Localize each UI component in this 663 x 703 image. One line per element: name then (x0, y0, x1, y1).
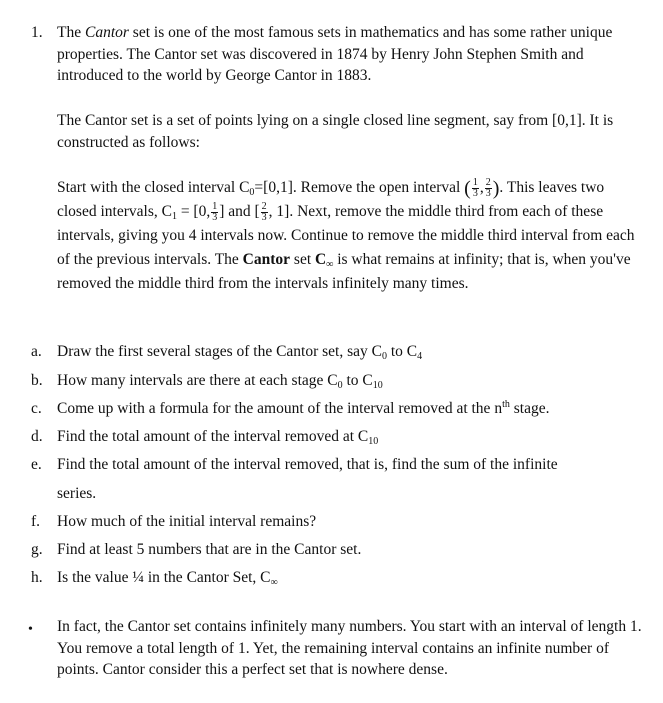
c-infinity-bold: $C_\infty$ (315, 251, 334, 271)
closing-paragraph: In fact, the Cantor set contains infinitely many numbers. You start with an interval of length 1. You remove a total length of 1. Yet, the remaining interval contains an infinite number of points. Cantor consider this a perfect set that is nowhere dense. (57, 618, 642, 678)
bullet-icon: • (28, 622, 33, 637)
cantor-emphasis: Cantor (84, 24, 129, 41)
fraction-two-thirds: $\frac{2}{3}$ (485, 176, 491, 199)
intro-paragraph: The Cantor set is one of the most famous sets in mathematics and has some rather unique properties. The Cantor set was discovered in 1874 by Henry John Stephen Smith and introduced to the world by George Cantor in 1883. (57, 24, 613, 84)
fraction-one-third: $\frac{1}{3}$ (472, 176, 478, 199)
fraction-one-third: $\frac{1}{3}$ (212, 201, 218, 224)
construction-paragraph: Start with the closed interval $C_0=[0,1]$. Remove the open interval ( $\frac{1}{3}$ , $\frac{2}{3}$ ). This leaves two closed intervals, $C_1 = [0$, $\frac{1}{3}$ ] and [ $\frac{2}{3}$ , 1]. Next, remove the middle third from each of these intervals, giving you 4 intervals now. Continue to remove the middle third interval from each of the previous intervals. The Cantor set $C_\infty$ is what remains at infinity; that is, when you've removed the middle third from the intervals infinitely many times. (57, 176, 635, 293)
construction-intro: The Cantor set is a set of points lying on a single closed line segment, say from [0,1]. It is constructed as follows: (57, 112, 614, 151)
fraction-two-thirds: $\frac{2}{3}$ (261, 201, 267, 224)
problem-number: 1. (31, 24, 43, 41)
cantor-bold: Cantor (242, 251, 291, 269)
